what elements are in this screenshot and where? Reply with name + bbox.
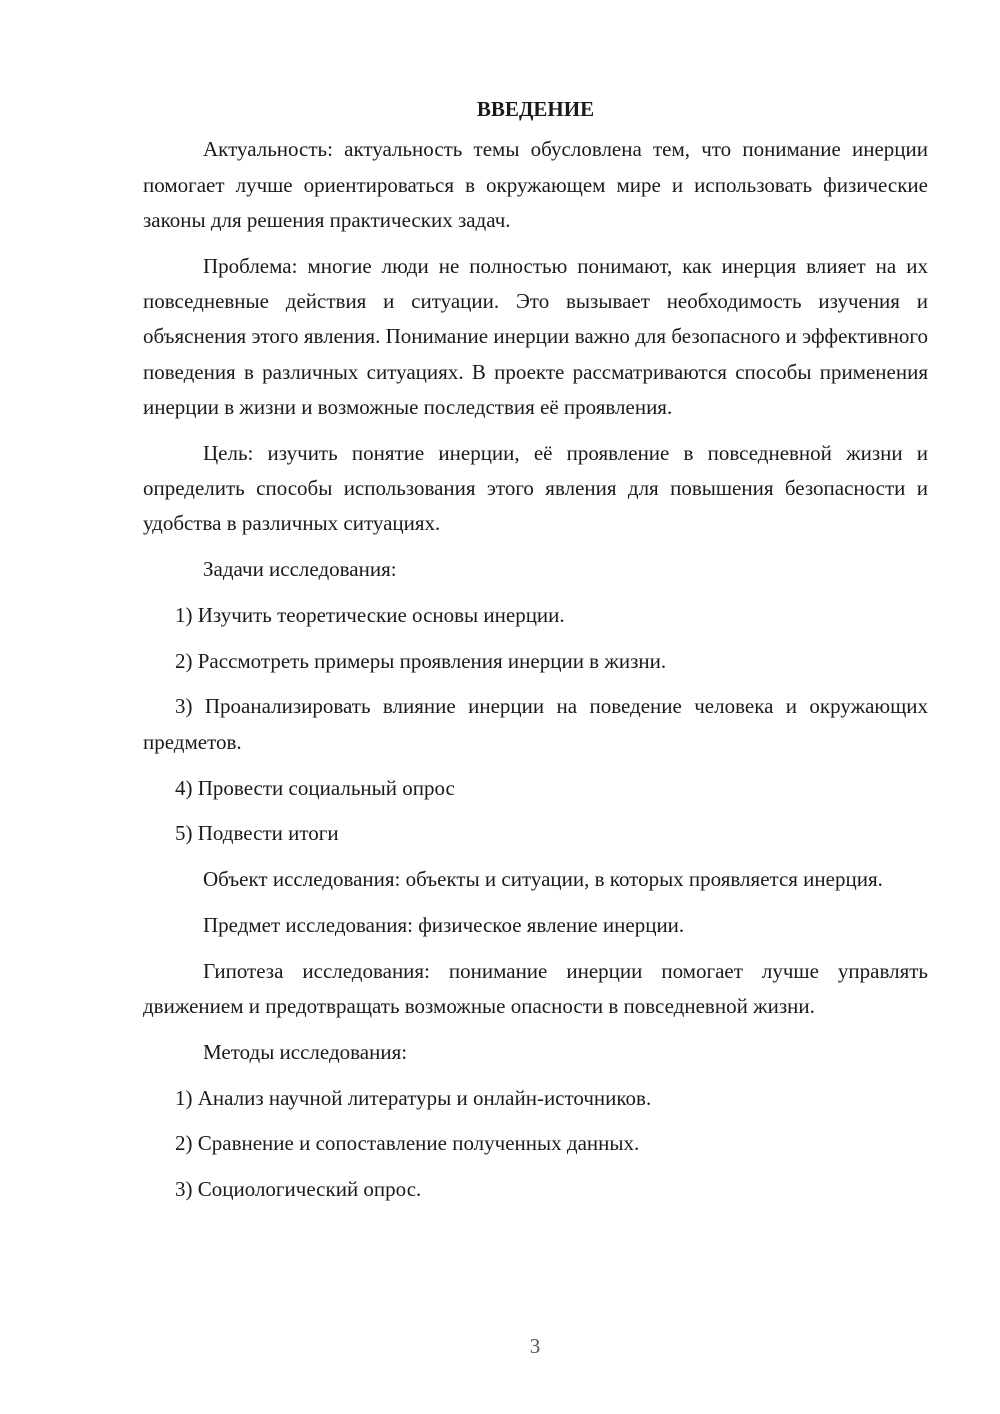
task-item-3: 3) Проанализировать влияние инерции на поведение человека и окружающих предметов. — [143, 694, 928, 754]
task-item-4: 4) Провести социальный опрос — [175, 775, 455, 800]
task-item-1: 1) Изучить теоретические основы инерции. — [175, 602, 565, 627]
tasks-heading: Задачи исследования: — [203, 557, 397, 582]
hypothesis-paragraph: Гипотеза исследования: понимание инерции помогает лучше управлять движением и предотвращать возможные опасности в повседневной жизни. — [143, 958, 928, 1019]
problem-paragraph: Проблема: многие люди не полностью понимают, как инерция влияет на их повседневные действия и ситуации. Это вызывает необходимость изучения и объяснения этого явления. Понимание инерции важно для безопасного и эффективного поведения в различных ситуациях. В проекте рассматриваются способы применения инерции в жизни и возможные последствия её проявления. — [143, 253, 928, 419]
method-item-3: 3) Социологический опрос. — [175, 1177, 422, 1202]
subject-paragraph: Предмет исследования: физическое явление инерции. — [203, 912, 685, 937]
section-title: ВВЕДЕНИЕ — [476, 97, 595, 121]
method-item-1: 1) Анализ научной литературы и онлайн-источников. — [175, 1085, 652, 1110]
methods-heading: Методы исследования: — [203, 1039, 408, 1064]
page-content — [143, 92, 928, 1218]
page-number: 3 — [529, 1334, 541, 1358]
task-item-2: 2) Рассмотреть примеры проявления инерции в жизни. — [175, 648, 667, 673]
object-paragraph: Объект исследования: объекты и ситуации, в которых проявляется инерция. — [203, 867, 883, 892]
goal-paragraph: Цель: изучить понятие инерции, её проявление в повседневной жизни и определить способы использования этого явления для повышения безопасности и удобства в различных ситуациях. — [143, 440, 928, 536]
task-item-5: 5) Подвести итоги — [175, 821, 339, 846]
relevance-paragraph: Актуальность: актуальность темы обусловлена тем, что понимание инерции помогает лучше ориентироваться в окружающем мире и использовать физические законы для решения практических задач. — [143, 137, 928, 232]
method-item-2: 2) Сравнение и сопоставление полученных данных. — [175, 1131, 640, 1156]
